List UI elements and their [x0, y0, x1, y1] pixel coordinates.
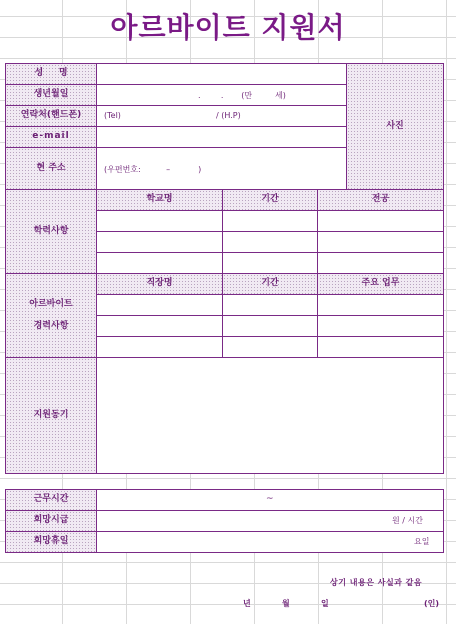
career-label-line2: 경력사항 [33, 320, 69, 331]
wage-label: 희망시급 [33, 515, 69, 526]
date-month[interactable]: 월 [282, 599, 290, 608]
company-header: 직장명 [146, 278, 173, 289]
contact-label: 연락처(핸드폰) [20, 110, 82, 121]
hp-field[interactable]: / (H.P) [216, 111, 241, 120]
postal-field[interactable]: (우편번호: – ) [104, 165, 202, 174]
period-header: 기간 [261, 194, 279, 205]
hours-field[interactable]: ~ [266, 494, 274, 504]
education-label: 학력사항 [33, 225, 69, 236]
name-field[interactable] [97, 64, 346, 84]
career-label [6, 274, 96, 357]
hours-label: 근무시간 [33, 494, 69, 505]
date-day[interactable]: 일 [321, 599, 329, 608]
wage-field[interactable]: 원 / 시간 [392, 516, 423, 525]
date-year[interactable]: 년 [243, 599, 251, 608]
confirmation-statement: 상기 내용은 사실과 같음 [330, 578, 423, 587]
email-field[interactable] [97, 127, 346, 147]
motivation-label: 지원동기 [33, 409, 69, 420]
major-header: 전공 [371, 194, 390, 205]
birth-field[interactable]: . . (만 세) [198, 91, 286, 100]
motivation-field[interactable] [97, 358, 443, 473]
name-label: 성 명 [34, 68, 68, 79]
career-period-header: 기간 [261, 278, 279, 289]
photo-label: 사진 [386, 120, 404, 131]
career-label-line1: 아르바이트 [29, 298, 73, 309]
tel-field[interactable]: (Tel) [104, 111, 121, 120]
birth-label: 생년월일 [33, 89, 69, 100]
page-title: 아르바이트 지원서 [110, 11, 346, 44]
duties-header: 주요 업무 [361, 278, 400, 289]
seal-mark[interactable]: (인) [424, 599, 440, 608]
email-label: e-mail [32, 131, 70, 142]
address-label: 현 주소 [36, 162, 66, 173]
days-label: 희망휴일 [33, 536, 69, 547]
school-header: 학교명 [146, 194, 173, 205]
days-field[interactable]: 요일 [414, 537, 430, 546]
